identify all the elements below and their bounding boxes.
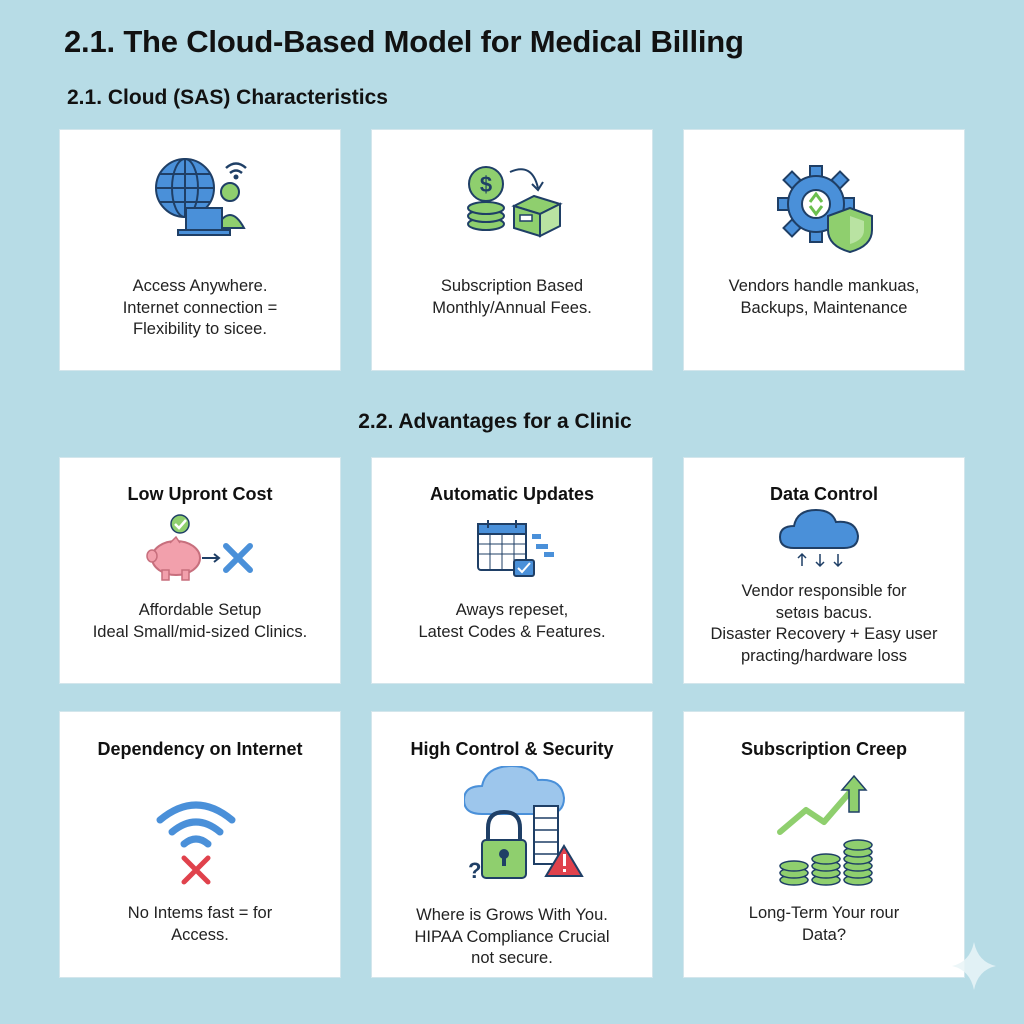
card-access-anywhere <box>60 130 340 370</box>
card-text: Vendor responsible for setɞıs bacus. Disaster Recovery + Easy user practing/hardware loss <box>710 582 938 665</box>
page-title: 2.1. The Cloud-Based Model for Medical Billing <box>64 24 744 59</box>
gear-shield-icon <box>776 164 876 254</box>
cloud-sync-icon <box>778 506 862 570</box>
card-vendor-maintenance <box>684 130 964 370</box>
card-title: Low Upront Cost <box>127 484 273 504</box>
wifi-off-icon <box>156 796 236 886</box>
coins-trend-icon <box>776 774 876 886</box>
card-text: Where is Grows With You. HIPAA Compliance Crucial not secure. <box>414 906 610 967</box>
globe-laptop-icon <box>150 150 260 240</box>
section-title-characteristics: 2.1. Cloud (SAS) Characteristics <box>67 86 388 109</box>
card-text: Access Anywhere. Internet connection = Flexibility to sicee. <box>122 277 278 338</box>
card-title: Automatic Updates <box>429 484 595 504</box>
card-title: Dependency on Internet <box>97 739 303 759</box>
svg-text:?: ? <box>468 858 482 883</box>
card-data-control <box>684 458 964 683</box>
card-subscription-creep <box>684 712 964 977</box>
card-text: Aways repeset, Latest Codes & Features. <box>418 601 606 641</box>
card-text: Long-Term Your rour Data? <box>748 904 900 944</box>
card-subscription-based <box>372 130 652 370</box>
calendar-check-icon <box>476 518 560 582</box>
card-automatic-updates <box>372 458 652 683</box>
card-low-upfront-cost <box>60 458 340 683</box>
card-text: Subscription Based Monthly/Annual Fees. <box>432 277 592 317</box>
card-title: Subscription Creep <box>740 739 908 759</box>
piggy-bank-icon <box>144 512 264 582</box>
card-title: High Control & Security <box>410 739 614 759</box>
card-text: No Intems fast = for Access. <box>127 904 273 944</box>
sparkle-icon <box>950 940 998 992</box>
section-title-advantages: 2.2. Advantages for a Clinic <box>358 410 632 433</box>
card-text: Vendors handle mankuas, Backups, Maintenance <box>728 277 920 317</box>
svg-text:$: $ <box>479 172 493 197</box>
card-internet-dependency <box>60 712 340 977</box>
coins-box-icon <box>464 160 564 240</box>
card-title: Data Control <box>770 484 878 504</box>
card-text: Affordable Setup Ideal Small/mid-sized Clinics. <box>92 601 308 641</box>
card-high-control-security <box>372 712 652 977</box>
cloud-lock-warning-icon <box>464 766 598 892</box>
